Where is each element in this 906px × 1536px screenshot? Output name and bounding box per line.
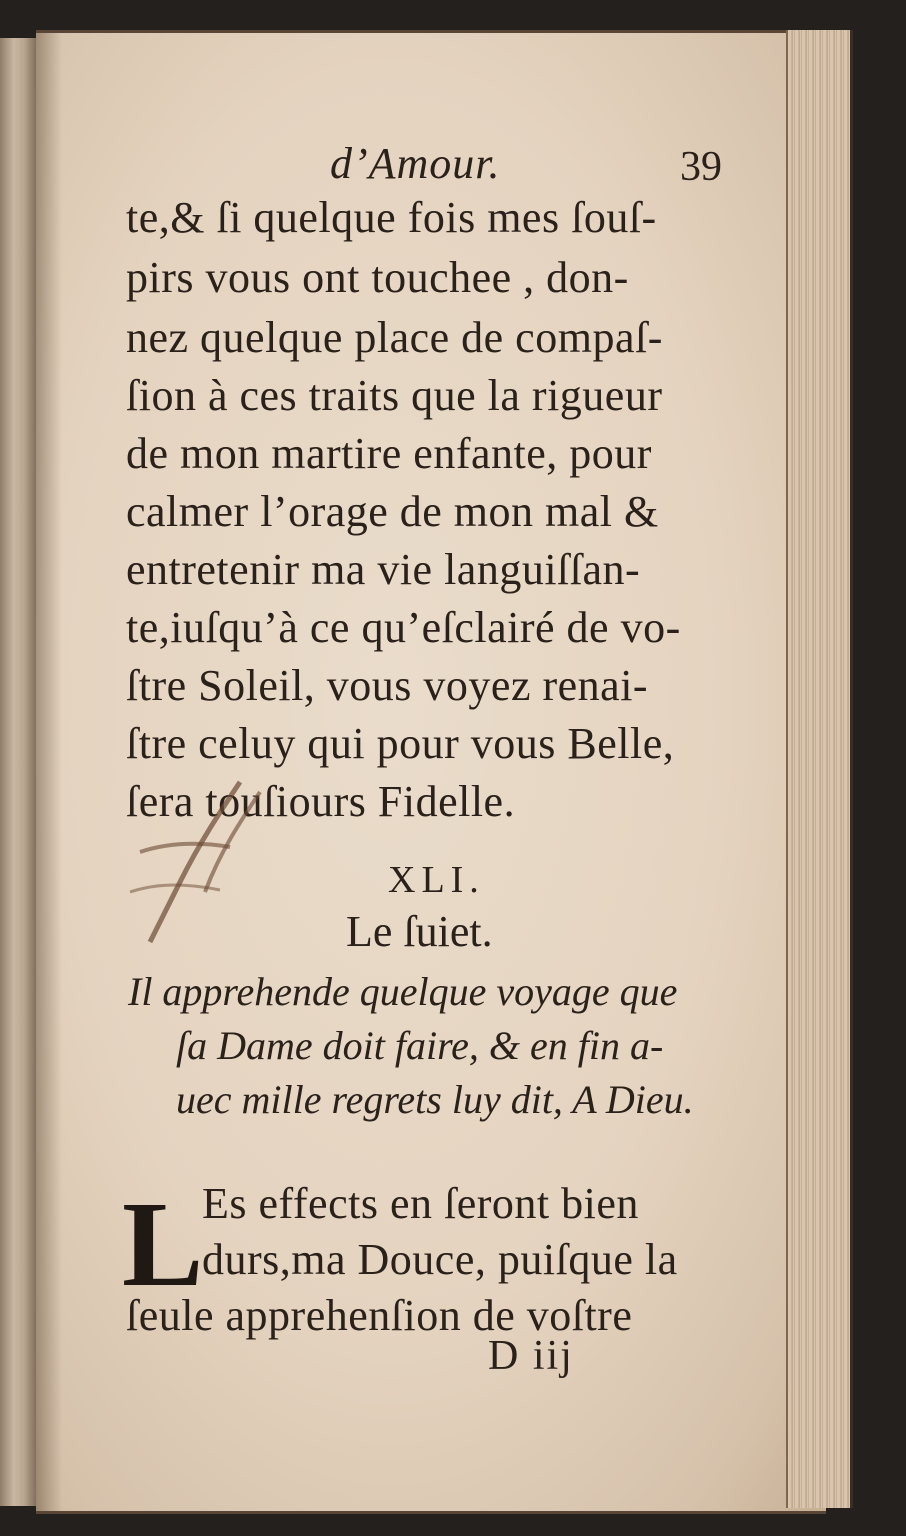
paragraph-line: Es effects en ſeront bien <box>202 1179 639 1228</box>
body-line: ſtre Soleil, vous voyez renai- <box>126 661 649 710</box>
summary-line: uec mille regrets luy dit, A Dieu. <box>176 1077 694 1122</box>
body-line: te,& ſi quelque fois mes ſouſ- <box>126 193 657 242</box>
body-line: ſera touſiours Fidelle. <box>126 777 516 826</box>
body-line: nez quelque place de compaſ- <box>126 313 663 362</box>
body-line: de mon martire enfante, pour <box>126 429 652 478</box>
body-line: entretenir ma vie languiſſan- <box>126 545 641 594</box>
fore-edge-pages <box>786 30 853 1508</box>
page-gutter-shadow <box>36 33 62 1511</box>
body-line: pirs vous ont touchee , don- <box>126 253 629 302</box>
body-line: calmer l’orage de mon mal & <box>126 487 659 536</box>
summary-line: Il apprehende quelque voyage que <box>128 969 678 1014</box>
section-title: Le ſuiet. <box>346 907 493 956</box>
page-number: 39 <box>680 144 722 190</box>
section-number: XLI. <box>388 859 485 901</box>
running-head: d’Amour. <box>330 139 501 188</box>
summary-line: ſa Dame doit faire, & en fin a- <box>176 1023 664 1068</box>
body-line: ſtre celuy qui pour vous Belle, <box>126 719 675 768</box>
handwritten-ink-mark <box>120 772 280 952</box>
signature-mark: D iij <box>488 1333 574 1379</box>
drop-cap: L <box>122 1177 204 1312</box>
body-line: te,iuſqu’à ce qu’eſclairé de vo- <box>126 603 681 652</box>
paragraph-line: durs,ma Douce, puiſque la <box>202 1235 678 1284</box>
body-line: ſion à ces traits que la rigueur <box>126 371 663 420</box>
paragraph-line: ſeule apprehenſion de voſtre <box>126 1291 633 1340</box>
